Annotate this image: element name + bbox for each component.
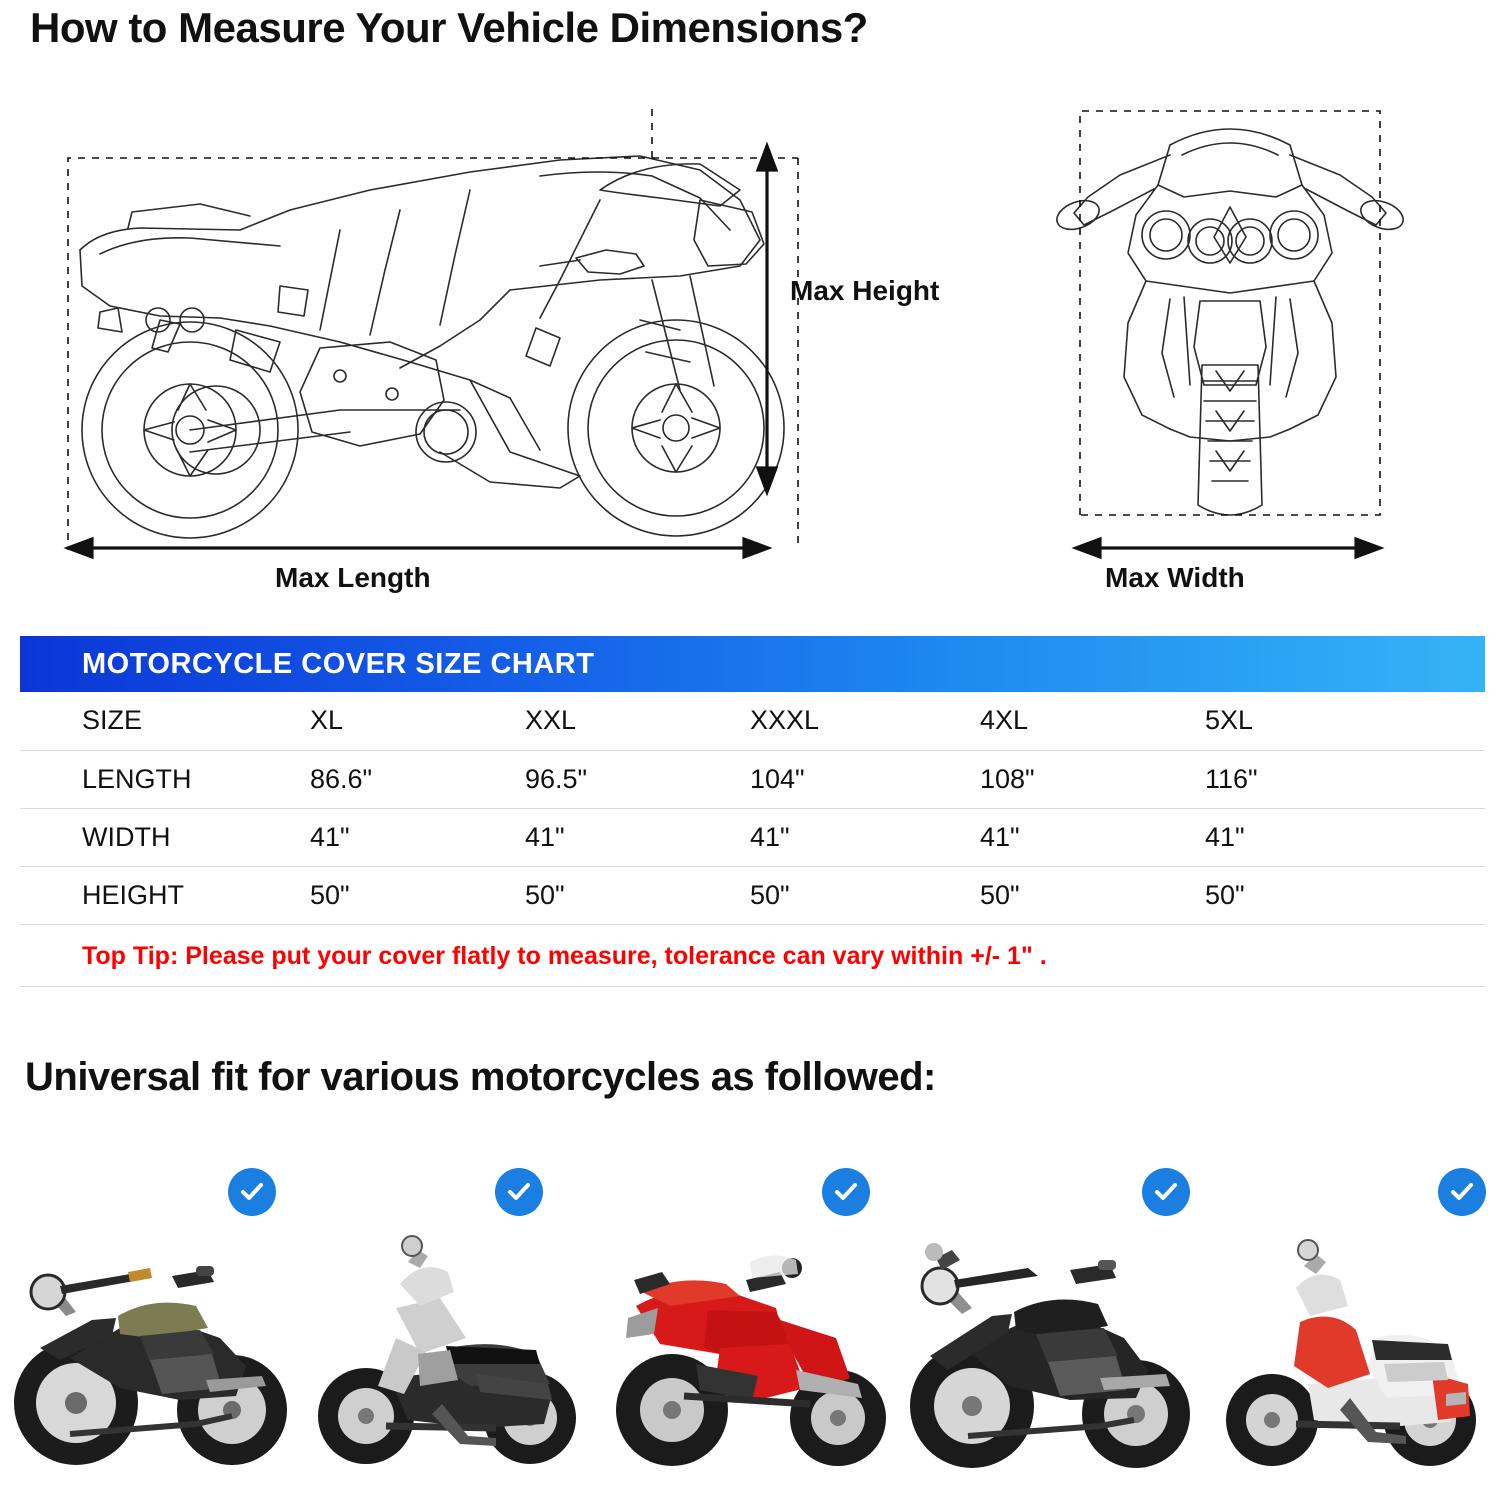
measurement-diagram bbox=[0, 70, 1500, 615]
vespa-scooter-photo bbox=[1200, 1188, 1500, 1488]
check-icon bbox=[1438, 1168, 1486, 1216]
cell: 116" bbox=[1205, 750, 1485, 808]
table-row bbox=[20, 808, 1485, 866]
cell: 41" bbox=[980, 808, 1205, 866]
vehicle-item bbox=[1200, 1150, 1500, 1488]
motorcycle-front-view-icon bbox=[1050, 85, 1410, 535]
max-length-label: Max Length bbox=[275, 562, 431, 593]
cell: 50" bbox=[310, 866, 525, 924]
top-tip-text: Top Tip: Please put your cover flatly to measure, tolerance can vary within +/- 1" . bbox=[82, 941, 1047, 970]
size-chart-table bbox=[20, 692, 1485, 987]
check-icon bbox=[495, 1168, 543, 1216]
cell: 41" bbox=[1205, 808, 1485, 866]
max-width-label: Max Width bbox=[1105, 562, 1245, 593]
check-icon bbox=[228, 1168, 276, 1216]
cruiser-motorcycle-photo bbox=[0, 1188, 300, 1488]
size-chart-title: MOTORCYCLE COVER SIZE CHART bbox=[82, 647, 595, 680]
cell: 5XL bbox=[1205, 692, 1485, 750]
cell: 41" bbox=[310, 808, 525, 866]
sport-bike-photo bbox=[600, 1188, 900, 1488]
cell: 41" bbox=[750, 808, 980, 866]
scooter-photo bbox=[300, 1188, 600, 1488]
cell: 104" bbox=[750, 750, 980, 808]
cell: XL bbox=[310, 692, 525, 750]
tip-cell bbox=[20, 924, 1485, 986]
max-height-label: Max Height bbox=[790, 275, 940, 306]
cell: 108" bbox=[980, 750, 1205, 808]
vehicle-item bbox=[300, 1150, 600, 1488]
cell: 4XL bbox=[980, 692, 1205, 750]
table-row bbox=[20, 866, 1485, 924]
table-row bbox=[20, 750, 1485, 808]
cell: 86.6" bbox=[310, 750, 525, 808]
cell: 50" bbox=[1205, 866, 1485, 924]
cell: 50" bbox=[980, 866, 1205, 924]
check-icon bbox=[1142, 1168, 1190, 1216]
cell: XXL bbox=[525, 692, 750, 750]
chopper-motorcycle-photo bbox=[900, 1188, 1200, 1488]
row-label: WIDTH bbox=[20, 808, 310, 866]
check-icon bbox=[822, 1168, 870, 1216]
vehicle-item bbox=[900, 1150, 1200, 1488]
cell: 50" bbox=[750, 866, 980, 924]
size-chart bbox=[20, 636, 1485, 987]
tip-row bbox=[20, 924, 1485, 986]
table-row bbox=[20, 692, 1485, 750]
universal-fit-title: Universal fit for various motorcycles as followed: bbox=[25, 1055, 936, 1099]
cell: XXXL bbox=[750, 692, 980, 750]
vehicle-item bbox=[0, 1150, 300, 1488]
compatible-vehicles-row bbox=[0, 1150, 1500, 1488]
page-title: How to Measure Your Vehicle Dimensions? bbox=[30, 4, 868, 51]
motorcycle-side-view-icon bbox=[40, 80, 800, 550]
cell: 41" bbox=[525, 808, 750, 866]
size-chart-header bbox=[20, 636, 1485, 692]
cell: 96.5" bbox=[525, 750, 750, 808]
cell: 50" bbox=[525, 866, 750, 924]
row-label: HEIGHT bbox=[20, 866, 310, 924]
row-label: SIZE bbox=[20, 692, 310, 750]
row-label: LENGTH bbox=[20, 750, 310, 808]
vehicle-item bbox=[600, 1150, 900, 1488]
